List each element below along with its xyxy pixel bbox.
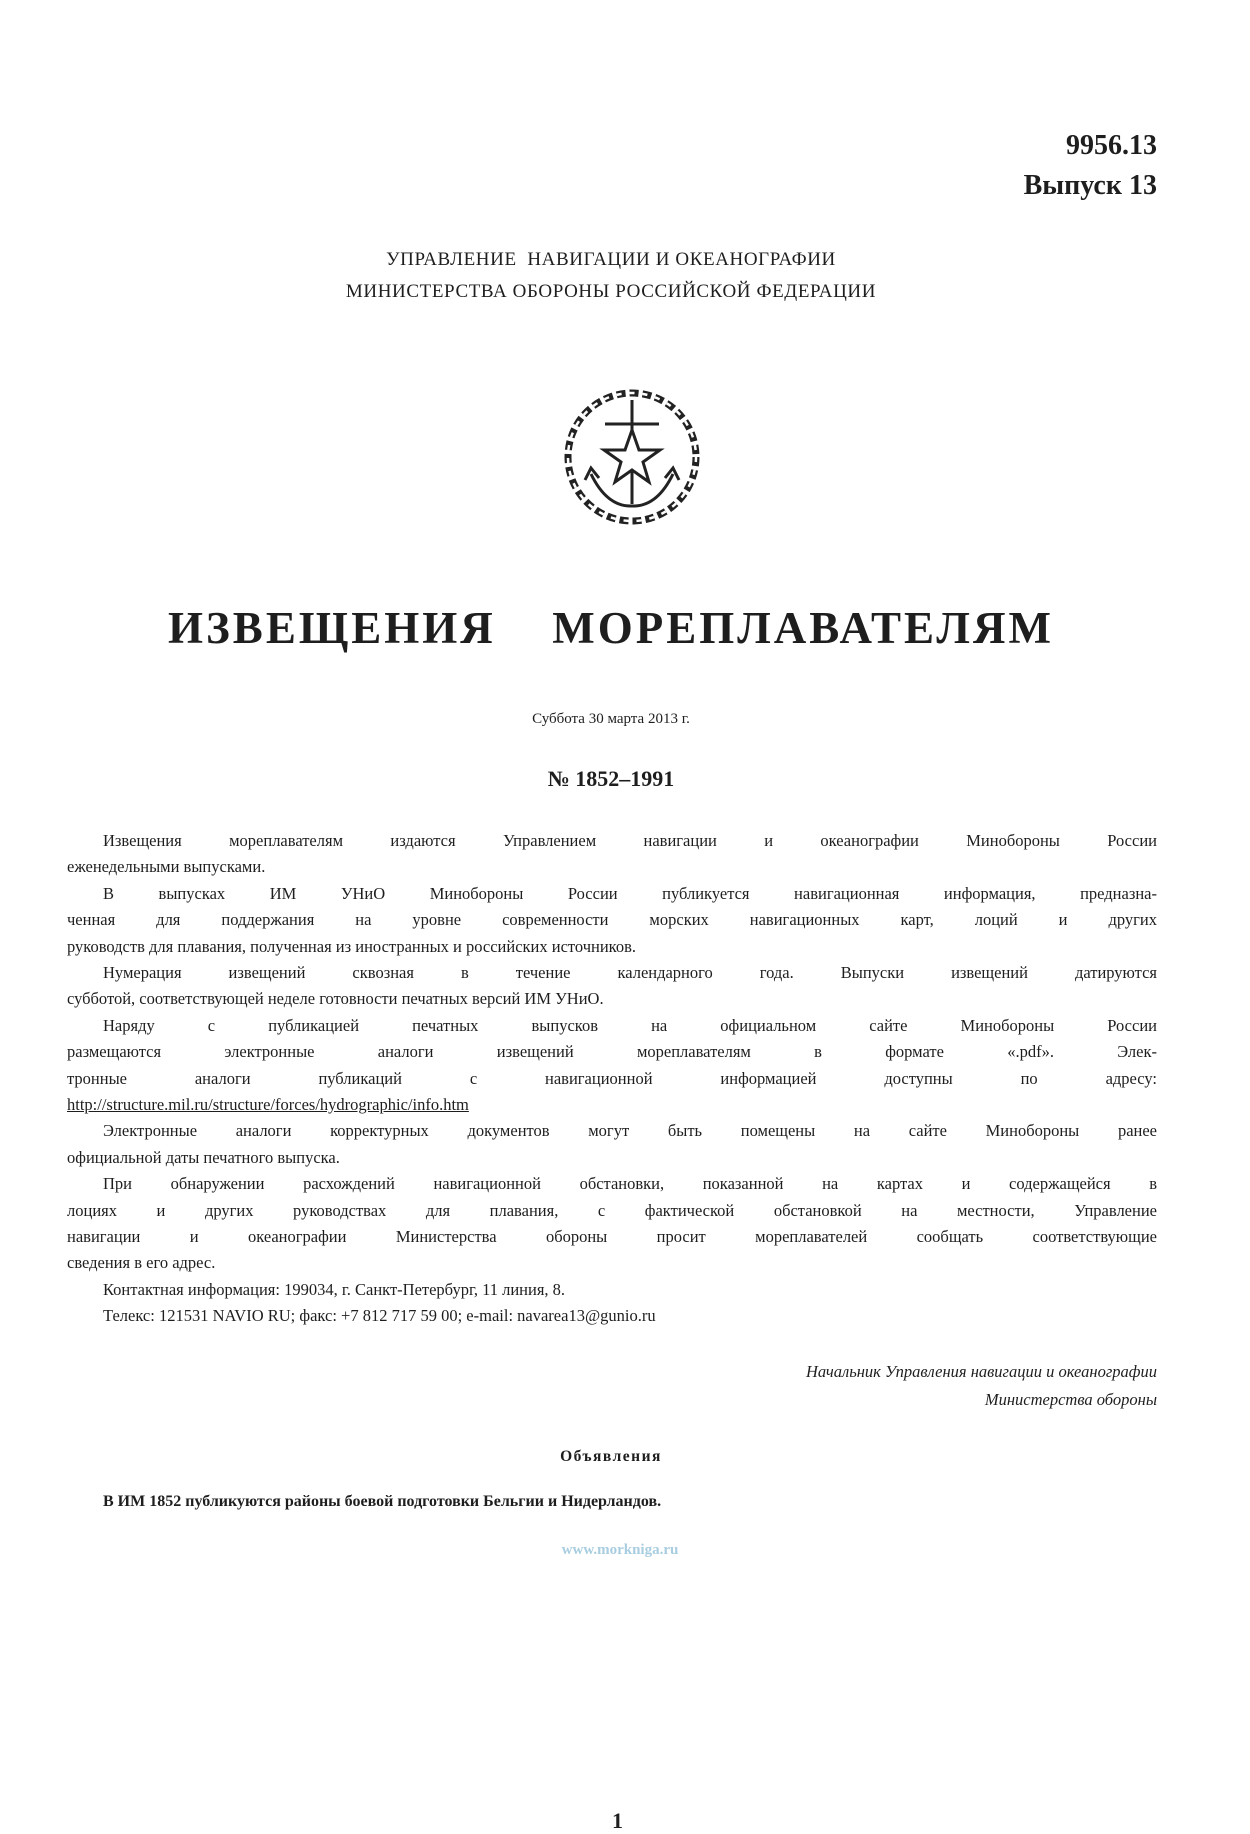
body-line: субботой, соответствующей неделе готовности печатных версий ИМ УНиО. — [67, 989, 604, 1009]
body-line: руководств для плавания, полученная из иностранных и российских источников. — [67, 936, 637, 956]
body-line: сведения в его адрес. — [67, 1253, 216, 1273]
body-line: лоциях и других руководствах для плавания, с фактической обстановкой на местности, Управление — [67, 1200, 1157, 1220]
body-line: тронные аналоги публикаций с навигационной информацией доступны по адресу: — [67, 1068, 1157, 1088]
issue-number: Выпуск 13 — [1023, 170, 1157, 201]
body-line: В выпусках ИМ УНиО Минобороны России публикуется навигационная информация, предназна- — [103, 883, 1157, 903]
org-line: МИНИСТЕРСТВА ОБОРОНЫ РОССИЙСКОЙ ФЕДЕРАЦИИ — [345, 281, 877, 302]
body-line: навигации и океанографии Министерства обороны просит мореплавателей сообщать соответствующие — [67, 1226, 1157, 1246]
body-line: официальной даты печатного выпуска. — [67, 1147, 340, 1167]
website-link[interactable]: http://structure.mil.ru/structure/forces/hydrographic/info.htm — [67, 1094, 469, 1114]
body-line: ченная для поддержания на уровне современности морских навигационных карт, лоций и других — [67, 910, 1157, 930]
document-code — [1024, 126, 1157, 206]
contact-telex: Телекс: 121531 NAVIO RU; факс: +7 812 717 59 00; e-mail: navarea13@gunio.ru — [103, 1306, 656, 1326]
body-line: еженедельными выпусками. — [67, 857, 266, 877]
notice-numbers: № 1852–1991 — [547, 766, 675, 791]
body-line: При обнаружении расхождений навигационной обстановки, показанной на картах и содержащейся в — [103, 1174, 1157, 1194]
issue-date: Суббота 30 марта 2013 г. — [532, 711, 690, 727]
signature-line: Министерства обороны — [984, 1390, 1157, 1409]
organization-header — [0, 244, 1222, 308]
announcement: В ИМ 1852 публикуются районы боевой подготовки Бельгии и Нидерландов. — [103, 1493, 662, 1510]
contact-info: Контактная информация: 199034, г. Санкт-Петербург, 11 линия, 8. — [103, 1279, 566, 1299]
watermark: www.morkniga.ru — [561, 1542, 679, 1558]
signature-line: Начальник Управления навигации и океанографии — [805, 1362, 1157, 1381]
announcements-heading: Объявления — [560, 1448, 662, 1465]
anchor-star-emblem-icon — [557, 382, 707, 532]
body-text — [67, 828, 1157, 1330]
body-line: Электронные аналоги корректурных документов могут быть помещены на сайте Минобороны ранее — [103, 1121, 1157, 1141]
document-title: ИЗВЕЩЕНИЯ МОРЕПЛАВАТЕЛЯМ — [168, 603, 1054, 653]
doc-code: 9956.13 — [1066, 130, 1157, 161]
body-line: Наряду с публикацией печатных выпусков на официальном сайте Минобороны России — [103, 1015, 1157, 1035]
org-line: УПРАВЛЕНИЕ НАВИГАЦИИ И ОКЕАНОГРАФИИ — [386, 249, 836, 270]
signature-block — [806, 1358, 1157, 1414]
body-line: Нумерация извещений сквозная в течение календарного года. Выпуски извещений датируются — [103, 962, 1157, 982]
body-line: Извещения мореплавателям издаются Управлением навигации и океанографии Минобороны России — [103, 831, 1157, 850]
body-line: размещаются электронные аналоги извещений мореплавателям в формате «.pdf». Элек- — [67, 1042, 1157, 1062]
page-number: 1 — [612, 1808, 623, 1833]
